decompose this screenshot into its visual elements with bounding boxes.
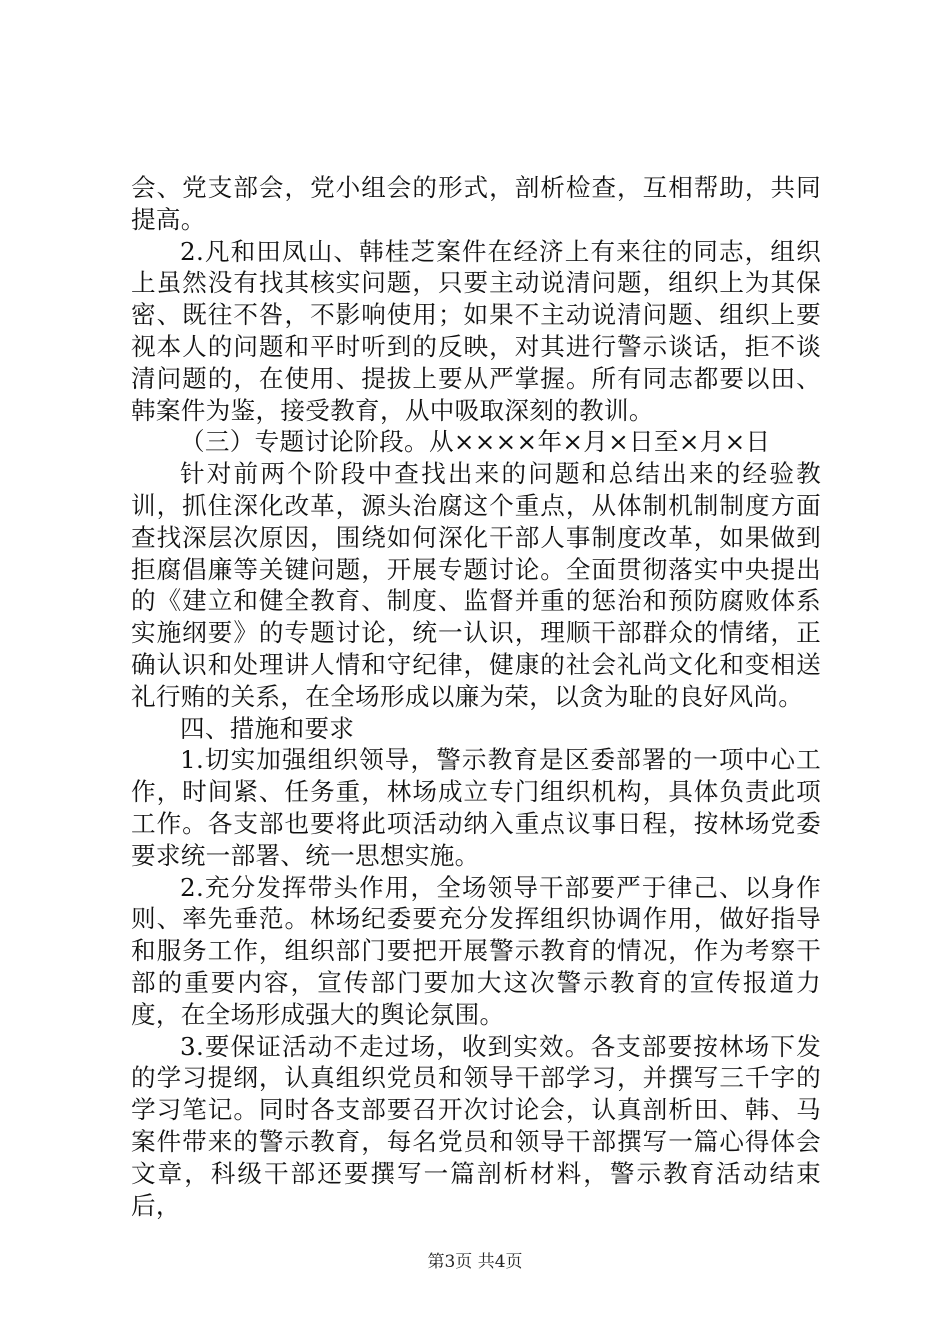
paragraph-continuation: 会、党支部会，党小组会的形式，剖析检查，互相帮助，共同提高。 (131, 173, 821, 234)
paragraph-measure-1: 1.切实加强组织领导，警示教育是区委部署的一项中心工作，时间紧、任务重，林场成立专门组织机构，具体负责此项工作。各支部也要将此项活动纳入重点议事日程，按林场党委要求统一部署、统一思想实施。 (131, 745, 821, 870)
section-heading-stage-3: （三）专题讨论阶段。从××××年×月×日至×月×日 (180, 427, 771, 457)
document-body (131, 172, 821, 1221)
paragraph-item-2: 2.凡和田凤山、韩桂芝案件在经济上有来往的同志，组织上虽然没有找其核实问题，只要主动说清问题，组织上为其保密、既往不咎，不影响使用；如果不主动说清问题、组织上要视本人的问题和平时听到的反映，对其进行警示谈话，拒不谈清问题的，在使用、提拔上要从严掌握。所有同志都要以田、韩案件为鉴，接受教育，从中吸取深刻的教训。 (131, 236, 821, 425)
page-number-footer: 第3页 共4页 (427, 1252, 523, 1272)
section-heading-measures: 四、措施和要求 (180, 713, 355, 743)
paragraph-measure-3: 3.要保证活动不走过场，收到实效。各支部要按林场下发的学习提纲，认真组织党员和领导干部学习，并撰写三千字的学习笔记。同时各支部要召开次讨论会，认真剖析田、韩、马案件带来的警示教育，每名党员和领导干部撰写一篇心得体会文章，科级干部还要撰写一篇剖析材料，警示教育活动结束后， (131, 1031, 821, 1220)
paragraph-measure-2: 2.充分发挥带头作用，全场领导干部要严于律己、以身作则、率先垂范。林场纪委要充分发挥组织协调作用，做好指导和服务工作，组织部门要把开展警示教育的情况，作为考察干部的重要内容，宣传部门要加大这次警示教育的宣传报道力度，在全场形成强大的舆论氛围。 (131, 872, 821, 1029)
paragraph-stage-3-body: 针对前两个阶段中查找出来的问题和总结出来的经验教训，抓住深化改革，源头治腐这个重点，从体制机制制度方面查找深层次原因，围绕如何深化干部人事制度改革，如果做到拒腐倡廉等关键问题，开展专题讨论。全面贯彻落实中央提出的《建立和健全教育、制度、监督并重的惩治和预防腐败体系实施纲要》的专题讨论，统一认识，理顺干部群众的情绪，正确认识和处理讲人情和守纪律，健康的社会礼尚文化和变相送礼行贿的关系，在全场形成以廉为荣，以贪为耻的良好风尚。 (131, 459, 821, 711)
